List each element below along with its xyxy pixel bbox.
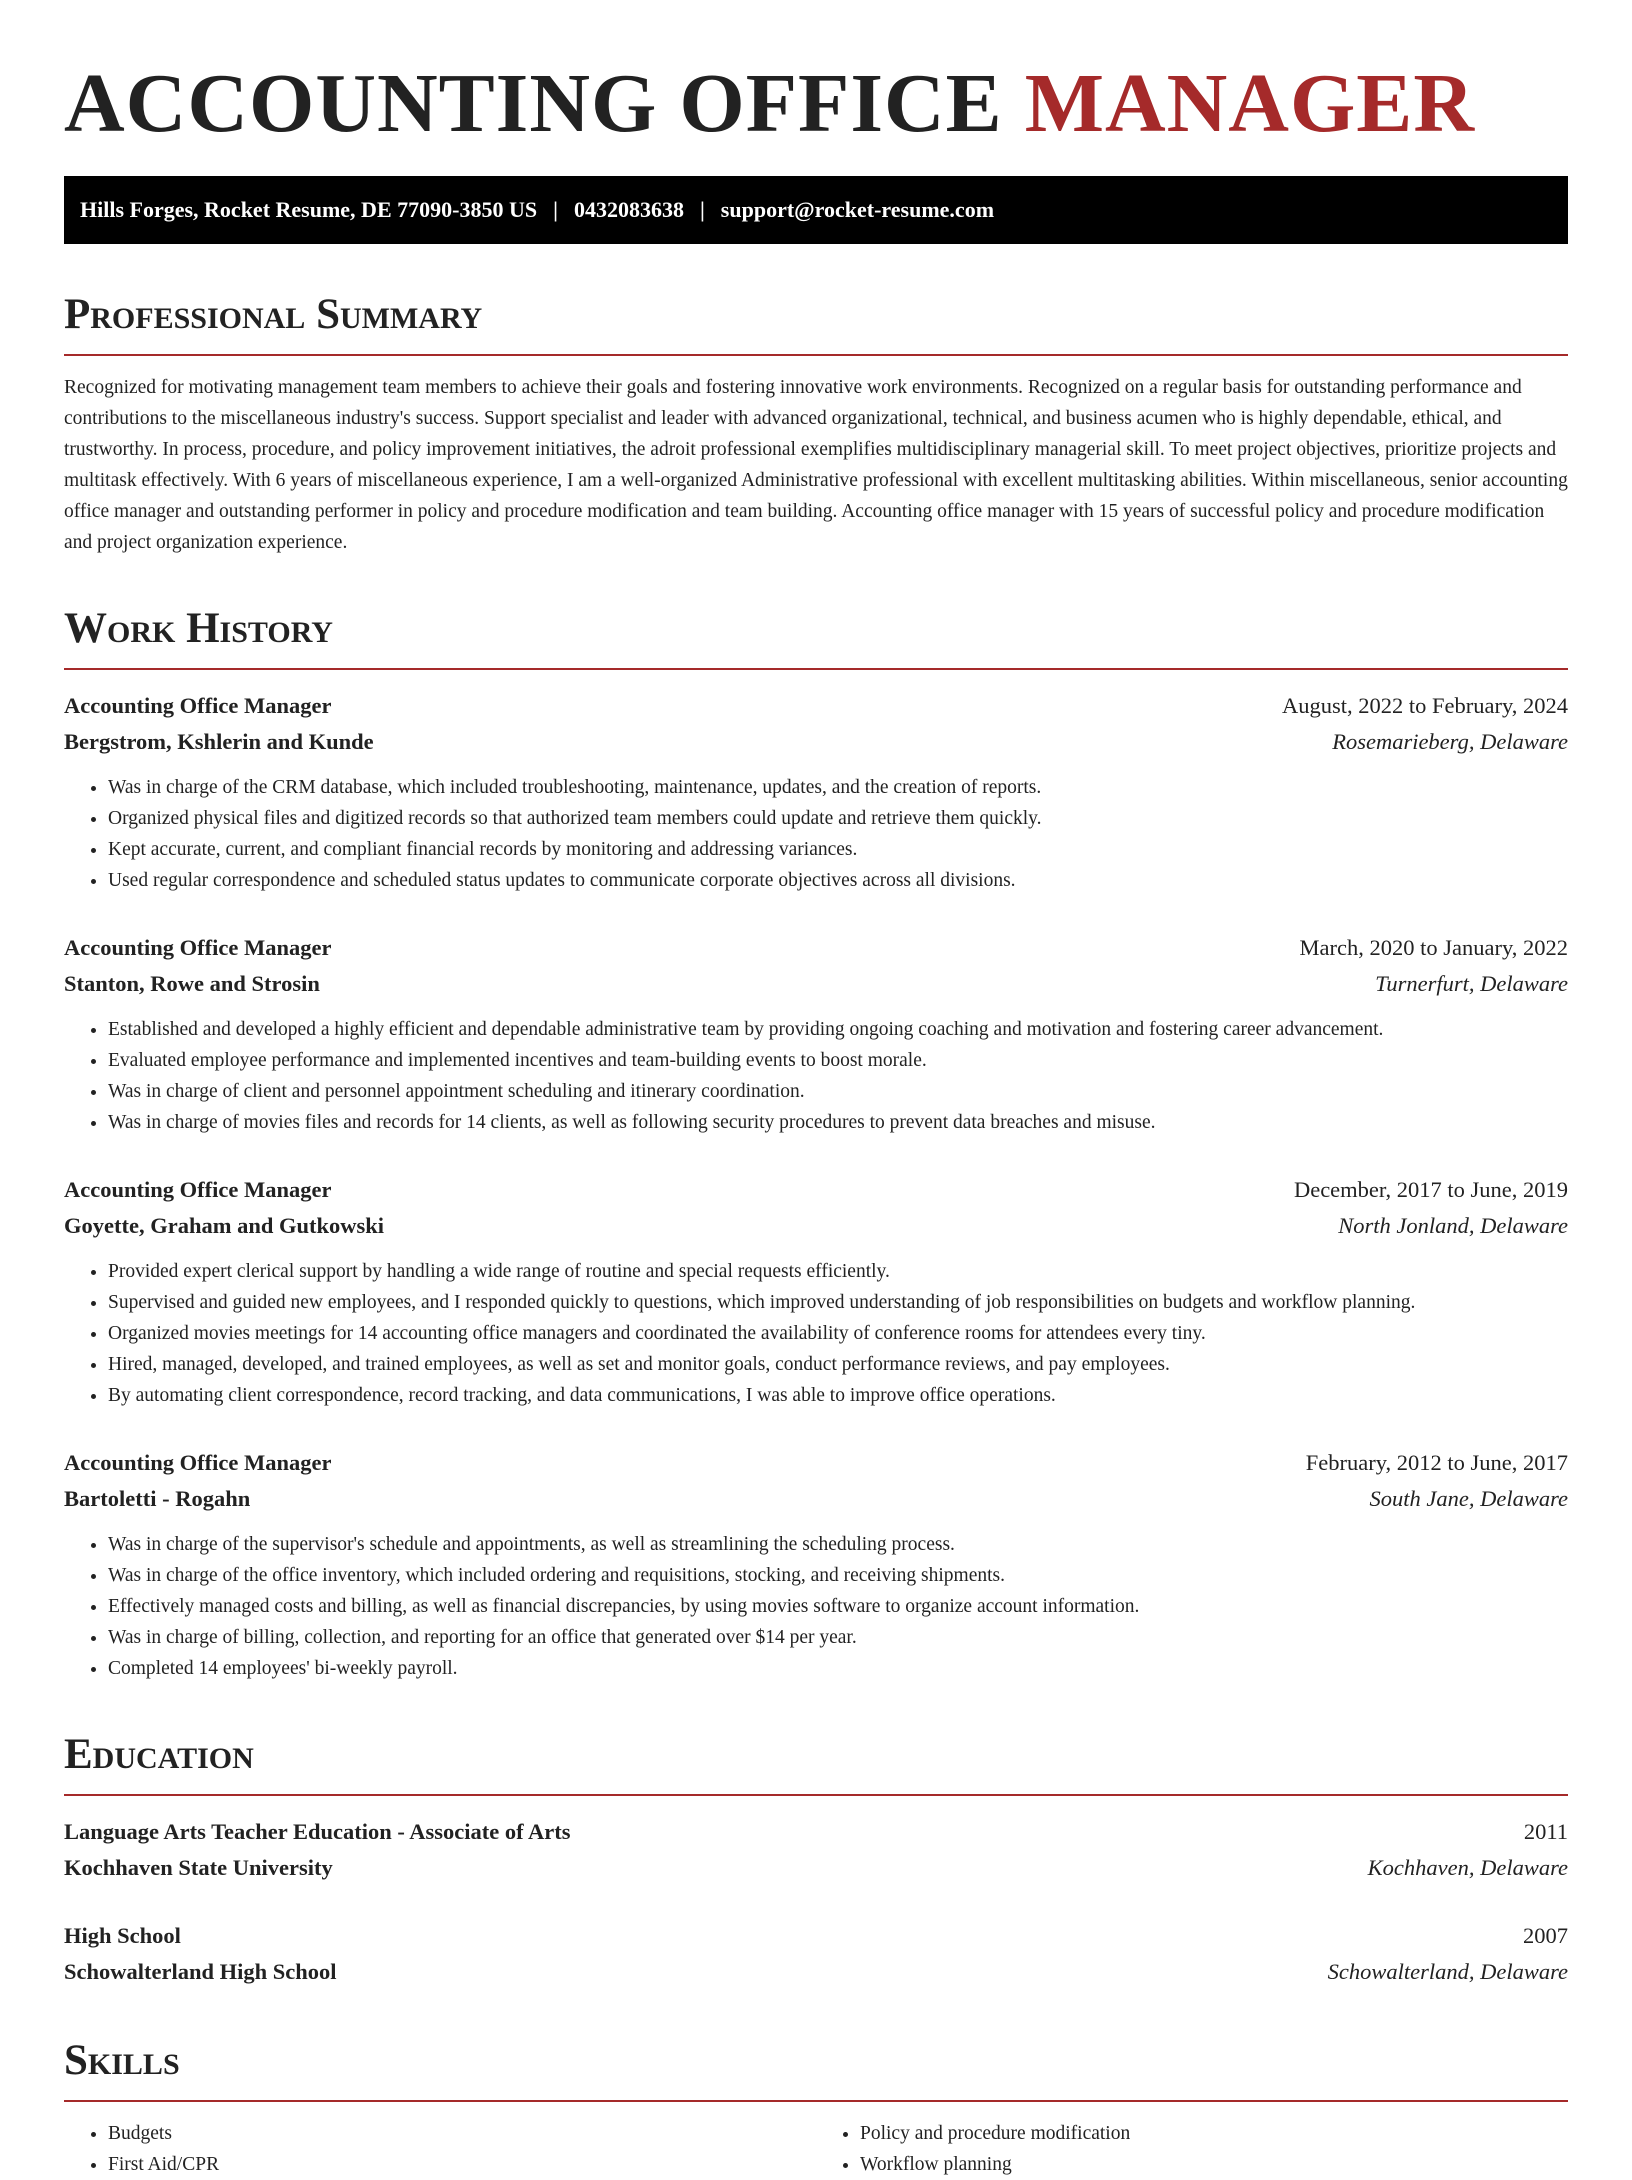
- skill-item: • Budgets: [108, 2118, 816, 2149]
- section-title-education: Education: [64, 1728, 1568, 1796]
- job-location: North Jonland, Delaware: [1338, 1213, 1568, 1238]
- job-bullet: • Organized movies meetings for 14 accounting office managers and coordinated the availability of conference rooms for attendees every tiny.: [108, 1318, 1568, 1349]
- job-company: Bartoletti - Rogahn: [64, 1486, 251, 1511]
- job-bullet: • Was in charge of the office inventory, which included ordering and requisitions, stocking, and receiving shipments.: [108, 1560, 1568, 1591]
- job-bullet: • Provided expert clerical support by handling a wide range of routine and special requests efficiently.: [108, 1256, 1568, 1287]
- job-dates: December, 2017 to June, 2019: [1293, 1177, 1568, 1202]
- education-entry: [64, 1918, 1568, 1990]
- name-main: ACCOUNTING OFFICE: [64, 57, 1003, 150]
- job-bullets: [64, 1256, 1568, 1411]
- job-role: Accounting Office Manager: [64, 693, 332, 718]
- job-bullet: • Completed 14 employees' bi-weekly payroll.: [108, 1653, 1568, 1684]
- contact-email: support@rocket-resume.com: [720, 197, 995, 222]
- section-title-work: Work History: [64, 602, 1568, 670]
- job-bullet: • Effectively managed costs and billing, as well as financial discrepancies, by using movies software to organize account information.: [108, 1591, 1568, 1622]
- skill-item: • Workflow planning: [860, 2149, 1568, 2180]
- job-bullet: • Supervised and guided new employees, and I responded quickly to questions, which improved understanding of job responsibilities on budgets and workflow planning.: [108, 1287, 1568, 1318]
- contact-separator: |: [553, 197, 558, 222]
- summary-text: Recognized for motivating management team members to achieve their goals and fostering innovative work environments. Recognized on a regular basis for outstanding performance and contributions to the miscellaneous industry's success. Support specialist and leader with advanced organizational, technical, and business acumen who is highly dependable, ethical, and trustworthy. In process, procedure, and policy improvement initiatives, the adroit professional exemplifies multidisciplinary managerial skill. To meet project objectives, prioritize projects and multitask effectively. With 6 years of miscellaneous experience, I am a well-organized Administrative professional with excellent multitasking abilities. Within miscellaneous, senior accounting office manager and outstanding performer in policy and procedure modification and team building. Accounting office manager with 15 years of successful policy and procedure modification and project organization experience.: [64, 377, 1568, 553]
- job-bullet: • Evaluated employee performance and implemented incentives and team-building events to boost morale.: [108, 1045, 1568, 1076]
- job-bullet: • Was in charge of billing, collection, and reporting for an office that generated over $14 per year.: [108, 1622, 1568, 1653]
- job-entry: [64, 1445, 1568, 1684]
- education-year: 2007: [1523, 1923, 1568, 1948]
- section-title-skills: Skills: [64, 2034, 1568, 2102]
- education-entry: [64, 1814, 1568, 1886]
- job-dates: August, 2022 to February, 2024: [1281, 693, 1568, 718]
- job-bullet: • Was in charge of the supervisor's schedule and appointments, as well as streamlining the scheduling process.: [108, 1529, 1568, 1560]
- job-entry: [64, 1172, 1568, 1411]
- contact-phone: 0432083638: [573, 197, 684, 222]
- job-bullet: • By automating client correspondence, record tracking, and data communications, I was able to improve office operations.: [108, 1380, 1568, 1411]
- skills-column-left: [64, 2118, 816, 2180]
- resume-name: [64, 56, 1568, 152]
- job-bullet: • Kept accurate, current, and compliant financial records by monitoring and addressing variances.: [108, 834, 1568, 865]
- job-bullet: • Was in charge of client and personnel appointment scheduling and itinerary coordination.: [108, 1076, 1568, 1107]
- job-dates: February, 2012 to June, 2017: [1305, 1450, 1568, 1475]
- job-bullet: • Established and developed a highly efficient and dependable administrative team by providing ongoing coaching and motivation and fostering career advancement.: [108, 1014, 1568, 1045]
- job-bullet: • Was in charge of the CRM database, which included troubleshooting, maintenance, updates, and the creation of reports.: [108, 772, 1568, 803]
- education-degree: High School: [64, 1923, 181, 1948]
- education-school: Kochhaven State University: [64, 1855, 333, 1880]
- job-location: Rosemarieberg, Delaware: [1332, 729, 1568, 754]
- job-bullet: • Organized physical files and digitized records so that authorized team members could update and retrieve them quickly.: [108, 803, 1568, 834]
- education-school: Schowalterland High School: [64, 1959, 337, 1984]
- skill-item: • First Aid/CPR: [108, 2149, 816, 2180]
- job-role: Accounting Office Manager: [64, 1450, 332, 1475]
- name-accent: MANAGER: [1024, 57, 1475, 150]
- contact-separator: |: [699, 197, 705, 222]
- education-location: Schowalterland, Delaware: [1327, 1959, 1568, 1984]
- job-role: Accounting Office Manager: [64, 935, 332, 960]
- job-company: Stanton, Rowe and Strosin: [64, 971, 320, 996]
- education-location: Kochhaven, Delaware: [1367, 1855, 1568, 1880]
- job-entry: [64, 688, 1568, 896]
- job-bullets: [64, 1014, 1568, 1138]
- job-bullet: • Used regular correspondence and scheduled status updates to communicate corporate objectives across all divisions.: [108, 865, 1568, 896]
- education-degree: Language Arts Teacher Education - Associate of Arts: [64, 1819, 571, 1844]
- contact-bar: [64, 176, 1568, 244]
- job-location: South Jane, Delaware: [1369, 1486, 1568, 1511]
- job-dates: March, 2020 to January, 2022: [1299, 935, 1568, 960]
- skills-list: [64, 2118, 1568, 2180]
- skills-column-right: [816, 2118, 1568, 2180]
- education-year: 2011: [1523, 1819, 1568, 1844]
- job-entry: [64, 930, 1568, 1138]
- job-role: Accounting Office Manager: [64, 1177, 332, 1202]
- contact-address: Hills Forges, Rocket Resume, DE 77090-3850 US: [80, 197, 538, 222]
- section-title-summary: Professional Summary: [64, 288, 1568, 356]
- job-bullets: [64, 1529, 1568, 1684]
- job-bullet: • Was in charge of movies files and records for 14 clients, as well as following security procedures to prevent data breaches and misuse.: [108, 1107, 1568, 1138]
- job-company: Goyette, Graham and Gutkowski: [64, 1213, 385, 1238]
- job-bullet: • Hired, managed, developed, and trained employees, as well as set and monitor goals, conduct performance reviews, and pay employees.: [108, 1349, 1568, 1380]
- skill-item: • Policy and procedure modification: [860, 2118, 1568, 2149]
- job-bullets: [64, 772, 1568, 896]
- job-company: Bergstrom, Kshlerin and Kunde: [64, 729, 374, 754]
- job-location: Turnerfurt, Delaware: [1375, 971, 1568, 996]
